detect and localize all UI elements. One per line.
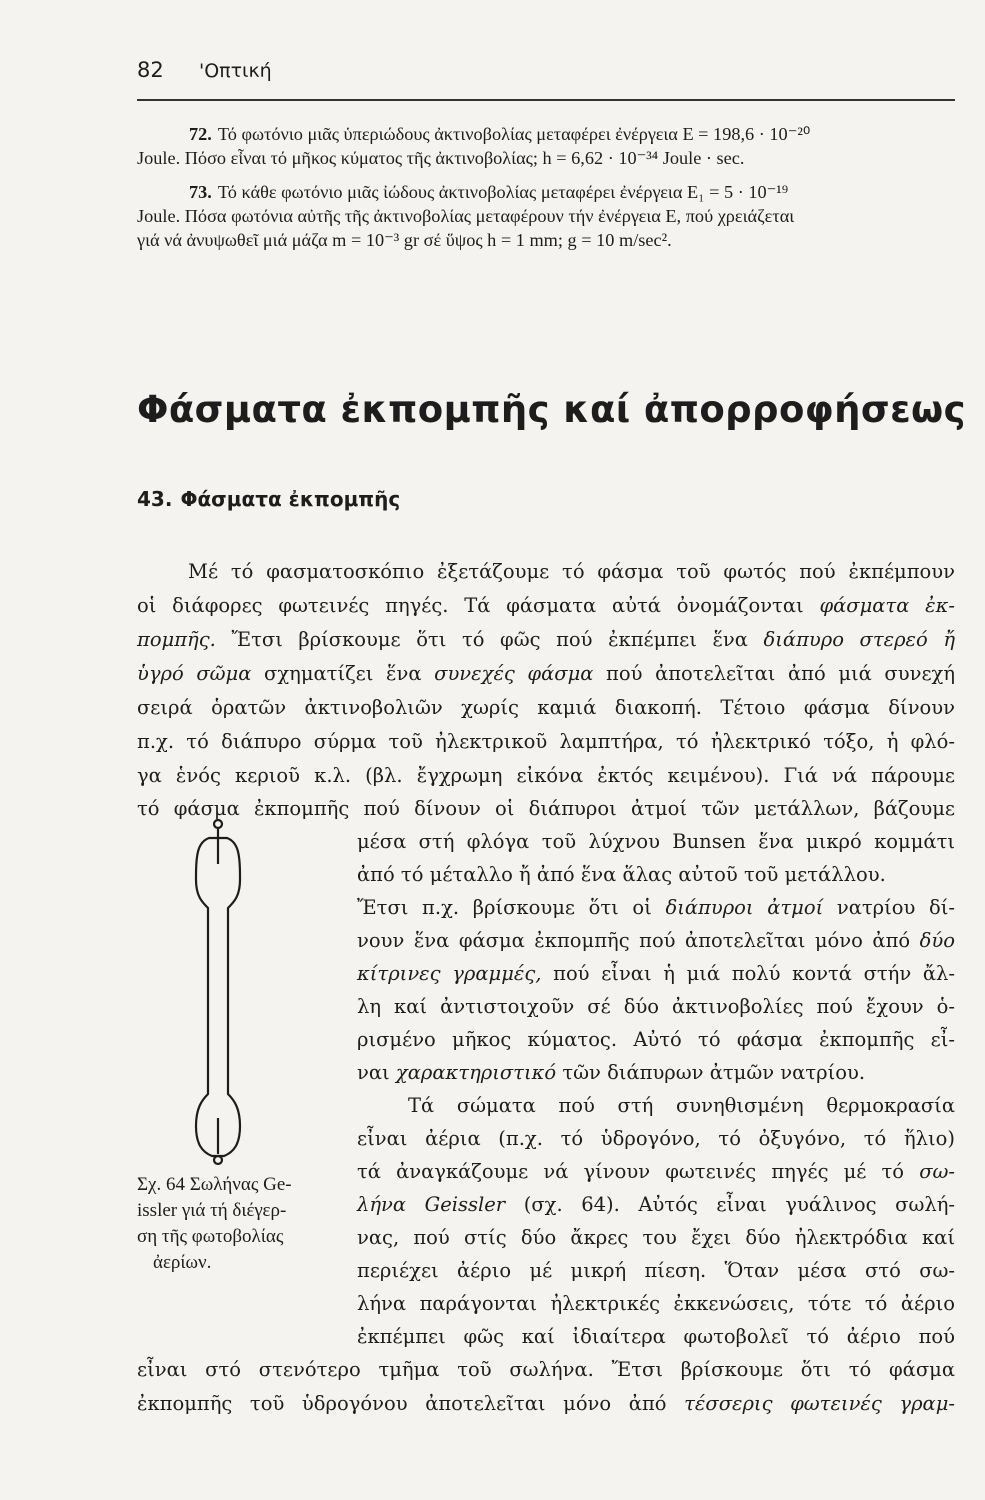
exercise-73 [137,180,957,252]
section-number: 43. [137,487,173,511]
page-number: 82 [137,58,164,82]
header-divider [137,99,955,101]
text-line: ναι χαρακτηριστικό τῶν διάπυρων ἀτμῶν νατρίου. [357,1061,866,1084]
text-line: γα ἑνός κεριοῦ κ.λ. (βλ. ἔγχρωμη εἰκόνα ἐκτός κειμένου). Γιά νά πάρουμε [137,764,955,787]
text-line: νας, πού στίς δύο ἄκρες του ἔχει δύο ἠλεκτρόδια καί [357,1226,955,1249]
text-line: ἀπό τό μέταλλο ἤ ἀπό ἕνα ἅλας αὐτοῦ τοῦ μετάλλου. [357,863,886,886]
text-line: π.χ. τό διάπυρο σύρμα τοῦ ἠλεκτρικοῦ λαμπτήρα, τό ἠλεκτρικό τόξο, ἡ φλό- [137,730,955,753]
text-line: πομπῆς. Ἔτσι βρίσκουμε ὅτι τό φῶς πού ἐκπέμπει ἕνα διάπυρο στερεό ἤ [137,628,956,651]
text-line: εἶναι στό στενότερο τμῆμα τοῦ σωλήνα. Ἔτσι βρίσκουμε ὅτι τό φάσμα [137,1358,955,1381]
running-header-title: 'Οπτική [199,60,272,82]
section-heading [137,487,400,511]
exercise-72 [137,122,957,170]
running-header [137,58,957,94]
figure-caption: Σχ. 64 Σωλήνας Ge- issler γιά τή διέγερ- ση τῆς φωτοβολίας ἀερίων. [137,1174,292,1273]
geissler-tube-figure [192,818,244,1166]
chapter-title: Φάσματα ἐκπομπῆς καί ἀπορροφήσεως [137,388,966,431]
text-line: λήνα Geissler (σχ. 64). Αὐτός εἶναι γυάλινος σωλή- [357,1193,956,1216]
exercise-list [137,122,957,262]
text-line: ρισμένο μῆκος κύματος. Αὐτό τό φάσμα ἐκπομπῆς εἶ- [357,1028,955,1051]
text-line: λήνα παράγονται ἠλεκτρικές ἐκκενώσεις, τότε τό ἀέριο [357,1292,955,1315]
text-line: κίτρινες γραμμές, πού εἶναι ἡ μιά πολύ κοντά στήν ἄλ- [357,962,955,985]
exercise-number: 72. [189,124,212,144]
exercise-number: 73. [189,182,212,202]
text-line: Τά σώματα πού στή συνηθισμένη θερμοκρασία [408,1094,955,1117]
text-line: μέσα στή φλόγα τοῦ λύχνου Bunsen ἕνα μικρό κομμάτι [357,830,955,853]
text-line: ὑγρό σῶμα σχηματίζει ἕνα συνεχές φάσμα πού ἀποτελεῖται ἀπό μιά συνεχή [137,662,956,685]
text-line: Μέ τό φασματοσκόπιο ἐξετάζουμε τό φάσμα τοῦ φωτός πού ἐκπέμπουν [188,560,955,583]
text-line: περιέχει ἀέριο μέ μικρή πίεση. Ὅταν μέσα στό σω- [357,1259,955,1282]
text-line: νουν ἕνα φάσμα ἐκπομπῆς πού ἀποτελεῖται μόνο ἀπό δύο [357,929,955,952]
text-line: λη καί ἀντιστοιχοῦν σέ δύο ἀκτινοβολίες πού ἔχουν ὁ- [357,995,955,1018]
section-title: Φάσματα ἐκπομπῆς [180,487,401,511]
text-line: τά ἀναγκάζουμε νά γίνουν φωτεινές πηγές μέ τό σω- [357,1160,956,1183]
exercise-text: Joule. Πόσο εἶναι τό μῆκος κύματος τῆς ἀκτινοβολίας; h = 6,62 · 10⁻³⁴ Joule · sec. [137,148,745,168]
text-line: τό φάσμα ἐκπομπῆς πού δίνουν οἱ διάπυροι ἀτμοί τῶν μετάλλων, βάζουμε [137,797,955,820]
text-line: Ἔτσι π.χ. βρίσκουμε ὅτι οἱ διάπυροι ἀτμοί νατρίου δί- [357,896,956,919]
exercise-text: γιά νά ἀνυψωθεῖ μιά μάζα m = 10⁻³ gr σέ ὕψος h = 1 mm; g = 10 m/sec². [137,230,672,250]
text-line: σειρά ὁρατῶν ἀκτινοβολιῶν χωρίς καμιά διακοπή. Τέτοιο φάσμα δίνουν [137,696,955,719]
exercise-text: Τό φωτόνιο μιᾶς ὑπεριώδους ἀκτινοβολίας μεταφέρει ἐνέργεια E = 198,6 · 10⁻²⁰ [217,124,811,144]
text-line: ἐκπέμπει φῶς καί ἰδιαίτερα φωτοβολεῖ τό ἀέριο πού [357,1325,955,1348]
geissler-tube-illustration [192,818,244,1166]
exercise-text: Τό κάθε φωτόνιο μιᾶς ἰώδους ἀκτινοβολίας μεταφέρει ἐνέργεια E₁ = 5 · 10⁻¹⁹ [217,182,789,202]
text-line: εἶναι ἀέρια (π.χ. τό ὑδρογόνο, τό ὀξυγόνο, τό ἥλιο) [357,1127,955,1150]
text-line: οἱ διάφορες φωτεινές πηγές. Τά φάσματα αὐτά ὀνομάζονται φάσματα ἐκ- [137,594,955,617]
exercise-text: Joule. Πόσα φωτόνια αὐτῆς τῆς ἀκτινοβολίας μεταφέρουν τήν ἐνέργεια E, πού χρειάζεται [137,206,795,226]
text-line: ἐκπομπῆς τοῦ ὑδρογόνου ἀποτελεῖται μόνο ἀπό τέσσερις φωτεινές γραμ- [137,1392,955,1415]
